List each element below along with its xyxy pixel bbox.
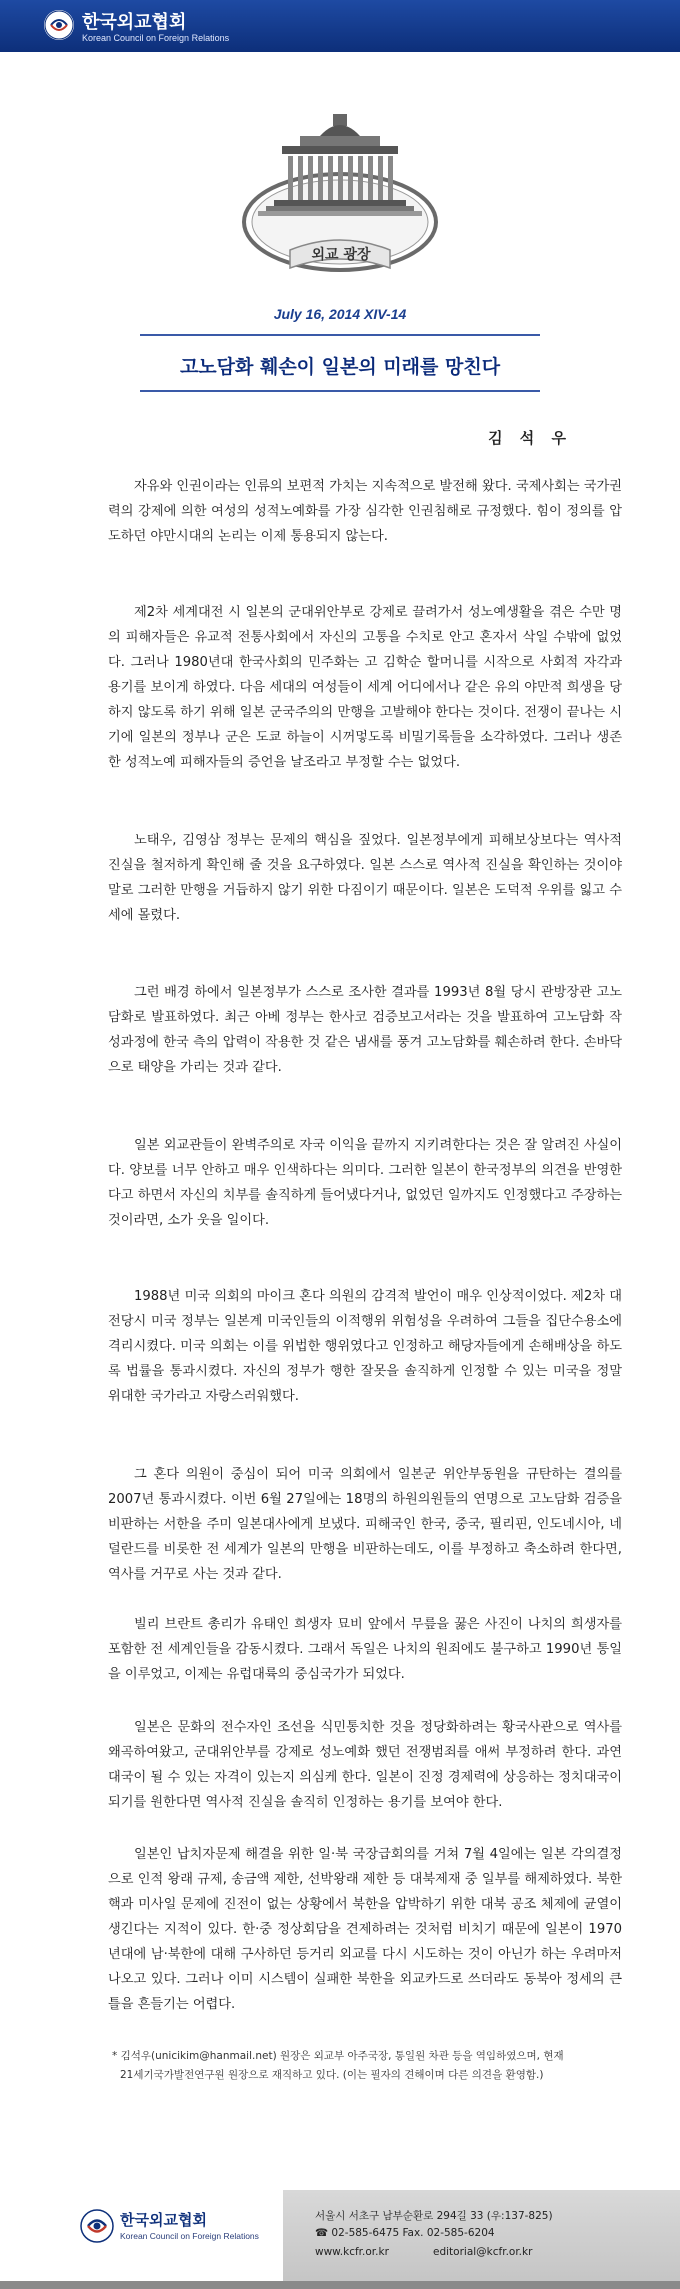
paragraph: 일본 외교관들이 완벽주의로 자국 이익을 끝까지 지키려한다는 것은 잘 알려진 사실이다. 양보를 너무 안하고 매우 인색하다는 의미다. 그러한 일본이 한국정부의 의견을 반영한다고 하면서 자신의 치부를 솔직하게 들어냈다거나, 없었던 일까지도 인정했다고 주장하는 것이라면, 소가 웃을 일이다. [108, 1138, 622, 1228]
footer-brand [80, 2203, 280, 2253]
header-org-name: 한국외교협회 [82, 12, 187, 33]
issue-date: July 16, 2014 XIV-14 [273, 306, 407, 322]
footer-address: 서울시 서초구 남부순환로 294길 33 (우:137-825) [315, 2210, 553, 2222]
kcfr-logo-icon [80, 2209, 114, 2243]
footer-website-link[interactable]: www.kcfr.or.kr [315, 2246, 389, 2258]
author-footnote [112, 2047, 632, 2085]
paragraph: 제2차 세계대전 시 일본의 군대위안부로 강제로 끌려가서 성노예생활을 겪은 수만 명의 피해자들은 유교적 전통사회에서 자신의 고통을 수치로 안고 혼자서 삭일 수밖에 없었다. 그러나 1980년대 한국사회의 민주화는 고 김학순 할머니를 시작으로 사회적 자각과 용기를 보이게 하였다. 다음 세대의 여성들이 세계 어디에서나 같은 유의 야만적 희생을 당하지 않도록 하기 위해 일본 군국주의의 만행을 고발해야 한다는 것이다. 전쟁이 끝나는 시기에 일본의 정부나 군은 도쿄 하늘이 시꺼멓도록 비밀기록들을 소각하였다. 그러나 생존한 성적노예 피해자들의 증언을 날조라고 부정할 수는 없었다. [108, 605, 622, 770]
paragraph: 자유와 인권이라는 인류의 보편적 가치는 지속적으로 발전해 왔다. 국제사회는 국가권력의 강제에 의한 여성의 성적노예화를 가장 심각한 인권침해로 규정했다. 힘이 정의를 압도하던 야만시대의 논리는 이제 통용되지 않는다. [108, 479, 622, 544]
footer-org-name: 한국외교협회 [120, 2211, 207, 2229]
paragraph: 그런 배경 하에서 일본정부가 스스로 조사한 결과를 1993년 8월 당시 관방장관 고노 담화로 발표하였다. 최근 아베 정부는 한사코 검증보고서라는 것을 발표하여 고노담화 작성과정에 한국 측의 압력이 작용한 것 같은 냄새를 풍겨 고노담화를 훼손하려 한다. 손바닥으로 태양을 가리는 것과 같다. [108, 985, 622, 1075]
title-rule-bottom [140, 390, 540, 392]
header-bar [0, 0, 680, 52]
title-rule-top [140, 334, 540, 336]
footer-org-subtitle: Korean Council on Foreign Relations [120, 2231, 259, 2241]
author-name: 김 석 우 [488, 429, 572, 447]
header-org-subtitle: Korean Council on Foreign Relations [82, 33, 230, 43]
kcfr-logo-icon [44, 10, 74, 40]
footnote-line: 21세기국가발전연구원 원장으로 재직하고 있다. (이는 필자의 견해이며 다른 의견을 환영함.) [120, 2069, 544, 2081]
bottom-bar [0, 2281, 680, 2289]
paragraph: 일본은 문화의 전수자인 조선을 식민통치한 것을 정당화하려는 황국사관으로 역사를 왜곡하여왔고, 군대위안부를 강제로 성노예화 했던 전쟁범죄를 애써 부정하려 한다. 과연 대국이 될 수 있는 자격이 있는지 의심케 한다. 일본이 진정 경제력에 상응하는 정치대국이 되기를 원한다면 역사적 진실을 솔직히 인정하는 용기를 보여야 한다. [108, 1720, 622, 1810]
paragraph: 그 혼다 의원이 중심이 되어 미국 의회에서 일본군 위안부동원을 규탄하는 결의를 2007년 통과시켰다. 이번 6월 27일에는 18명의 하원의원들의 연명으로 고노담화 검증을 비판하는 서한을 주미 일본대사에게 보냈다. 피해국인 한국, 중국, 필리핀, 인도네시아, 네덜란드를 비롯한 전 세계가 일본의 만행을 비판하는데도, 이를 부정하고 축소하려 한다면, 역사를 거꾸로 사는 것과 같다. [108, 1467, 622, 1582]
footer-phone: ☎ 02-585-6475 Fax. 02-585-6204 [315, 2227, 495, 2239]
paragraph: 노태우, 김영삼 정부는 문제의 핵심을 짚었다. 일본정부에게 피해보상보다는 역사적 진실을 철저하게 확인해 줄 것을 요구하였다. 일본 스스로 역사적 진실을 확인하는 것이야말로 그러한 만행을 거듭하지 않기 위한 다짐이기 때문이다. 일본은 도덕적 우위를 잃고 수세에 몰렸다. [108, 833, 622, 923]
footnote-line: * 김석우(unicikim@hanmail.net) 원장은 외교부 아주국장, 통일원 차관 등을 역임하였으며, 현재 [112, 2050, 564, 2062]
footer-contact-box [283, 2190, 680, 2289]
paragraph: 1988년 미국 의회의 마이크 혼다 의원의 감격적 발언이 매우 인상적이었다. 제2차 대전당시 미국 정부는 일본계 미국인들의 이적행위 위험성을 우려하여 그들을 집단수용소에 격리시켰다. 미국 의회는 이를 위법한 행위였다고 인정하고 해당자들에게 손해배상을 하도록 법률을 통과시켰다. 자신의 정부가 행한 잘못을 솔직하게 인정할 수 있는 미국을 정말 위대한 국가라고 자랑스러워했다. [108, 1289, 622, 1404]
article-title: 고노담화 훼손이 일본의 미래를 망친다 [179, 356, 501, 378]
paragraph: 빌리 브란트 총리가 유태인 희생자 묘비 앞에서 무릎을 꿇은 사진이 나치의 희생자를 포함한 전 세계인들을 감동시켰다. 그래서 독일은 나치의 원죄에도 불구하고 1990년 통일을 이루었고, 이제는 유럽대륙의 중심국가가 되었다. [108, 1617, 622, 1682]
emblem-label: 외교 광장 [311, 247, 371, 263]
footer-email-link[interactable]: editorial@kcfr.or.kr [433, 2246, 533, 2258]
paragraph: 일본인 납치자문제 해결을 위한 일·북 국장급회의를 거쳐 7월 4일에는 일본 각의결정으로 인적 왕래 규제, 송금액 제한, 선박왕래 제한 등 대북제재 중 일부를 해제하였다. 북한 핵과 미사일 문제에 진전이 없는 상황에서 북한을 압박하기 위한 대북 공조 체제에 균열이 생긴다는 지적이 있다. 한·중 정상회담을 견제하려는 것처럼 비치기 때문에 일본이 1970년대에 남·북한에 대해 구사하던 등거리 외교를 다시 시도하는 것이 아닌가 하는 우려마저 나오고 있다. 그러나 이미 시스템이 실패한 북한을 외교카드로 쓰더라도 동북아 정세의 큰 틀을 흔들기는 어렵다. [108, 1847, 622, 2012]
